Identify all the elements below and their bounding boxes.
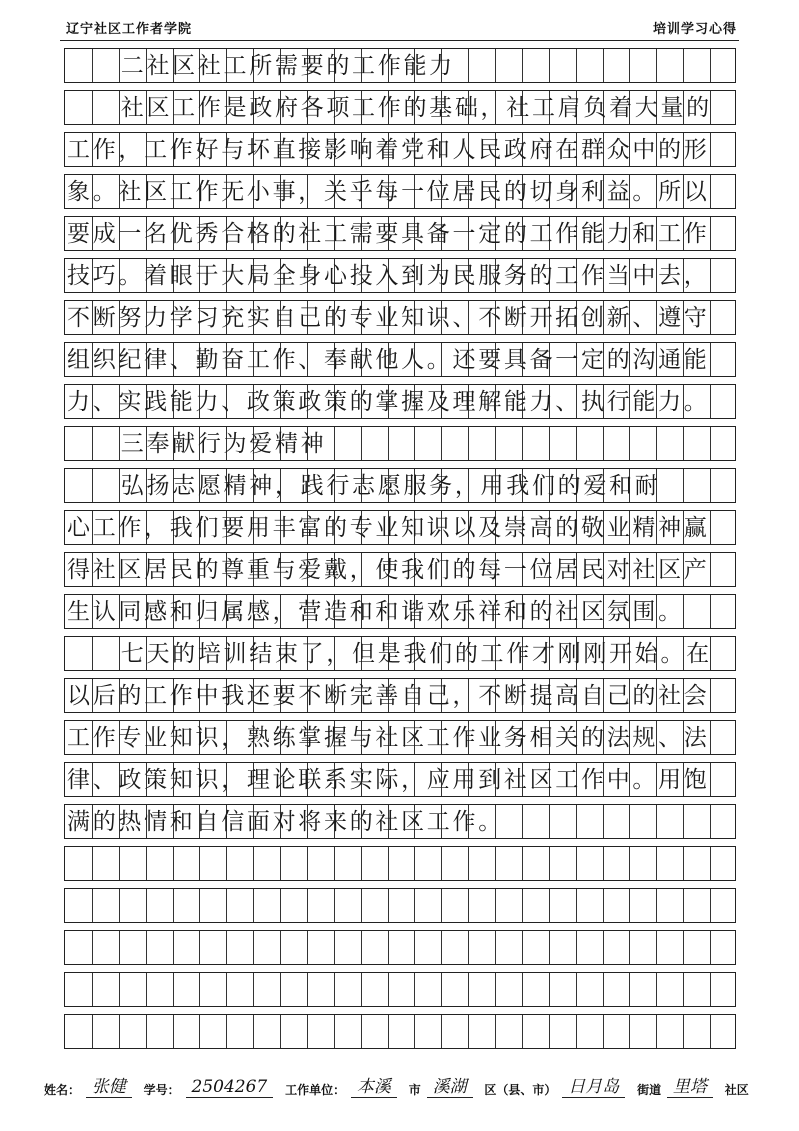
- grid-cell-divider: [146, 931, 147, 964]
- grid-cell-divider: [576, 973, 577, 1006]
- grid-cell-divider: [468, 847, 469, 880]
- grid-cell-divider: [495, 427, 496, 460]
- grid-cell-divider: [683, 1015, 684, 1048]
- grid-cell-divider: [549, 1015, 550, 1048]
- grid-cell-divider: [361, 427, 362, 460]
- grid-cell-divider: [361, 973, 362, 1006]
- grid-cell-divider: [119, 637, 120, 670]
- grid-cell-divider: [710, 217, 711, 250]
- grid-cell-divider: [576, 1015, 577, 1048]
- grid-cell-divider: [92, 889, 93, 922]
- essay-line: 弘扬志愿精神，践行志愿服务，用我们的爱和耐: [120, 473, 661, 499]
- essay-line: 三奉献行为爱精神: [120, 431, 327, 457]
- footer-info: [44, 1072, 751, 1098]
- grid-cell-divider: [468, 1015, 469, 1048]
- student-id-label: 学号：: [143, 1083, 180, 1097]
- grid-row: [64, 342, 736, 377]
- grid-cell-divider: [307, 931, 308, 964]
- grid-cell-divider: [253, 1015, 254, 1048]
- community-value: 里塔: [667, 1072, 713, 1098]
- grid-cell-divider: [307, 889, 308, 922]
- grid-cell-divider: [522, 805, 523, 838]
- grid-cell-divider: [226, 1015, 227, 1048]
- grid-cell-divider: [226, 973, 227, 1006]
- header-divider: [60, 40, 739, 41]
- grid-cell-divider: [629, 889, 630, 922]
- grid-cell-divider: [199, 889, 200, 922]
- essay-line: 得社区居民的尊重与爱戴，使我们的每一位居民对社区产: [67, 557, 710, 583]
- grid-cell-divider: [522, 973, 523, 1006]
- grid-cell-divider: [334, 931, 335, 964]
- grid-cell-divider: [468, 49, 469, 82]
- grid-cell-divider: [253, 847, 254, 880]
- grid-row: [64, 636, 736, 671]
- grid-cell-divider: [629, 931, 630, 964]
- grid-cell-divider: [710, 511, 711, 544]
- essay-line: 社区工作是政府各项工作的基础，社工肩负着大量的: [120, 95, 712, 121]
- essay-line: 技巧。着眼于大局全身心投入到为民服务的工作当中去，: [67, 263, 710, 289]
- grid-cell-divider: [710, 553, 711, 586]
- grid-cell-divider: [361, 889, 362, 922]
- grid-cell-divider: [603, 973, 604, 1006]
- essay-line: 二社区社工所需要的工作能力: [120, 53, 455, 79]
- essay-line: 生认同感和归属感，营造和和谐欢乐祥和的社区氛围。: [67, 599, 684, 625]
- grid-cell-divider: [119, 1015, 120, 1048]
- grid-cell-divider: [656, 427, 657, 460]
- grid-cell-divider: [710, 301, 711, 334]
- grid-cell-divider: [656, 973, 657, 1006]
- grid-cell-divider: [119, 847, 120, 880]
- grid-cell-divider: [173, 889, 174, 922]
- grid-row: [64, 384, 736, 419]
- essay-line: 象。社区工作无小事，关乎每一位居民的切身利益。所以: [67, 179, 710, 205]
- grid-cell-divider: [549, 805, 550, 838]
- grid-cell-divider: [522, 427, 523, 460]
- essay-line: 律、政策知识，理论联系实际，应用到社区工作中。用饱: [67, 767, 710, 793]
- grid-cell-divider: [307, 847, 308, 880]
- grid-cell-divider: [119, 889, 120, 922]
- grid-cell-divider: [441, 1015, 442, 1048]
- grid-cell-divider: [92, 49, 93, 82]
- grid-cell-divider: [253, 889, 254, 922]
- grid-cell-divider: [495, 931, 496, 964]
- grid-row: [64, 804, 736, 839]
- grid-cell-divider: [710, 679, 711, 712]
- grid-row: [64, 888, 736, 923]
- grid-cell-divider: [683, 427, 684, 460]
- writing-grid: [64, 48, 736, 1056]
- grid-cell-divider: [603, 931, 604, 964]
- grid-cell-divider: [92, 469, 93, 502]
- grid-cell-divider: [92, 973, 93, 1006]
- grid-cell-divider: [683, 49, 684, 82]
- grid-cell-divider: [495, 973, 496, 1006]
- grid-cell-divider: [656, 805, 657, 838]
- grid-cell-divider: [199, 1015, 200, 1048]
- grid-cell-divider: [146, 973, 147, 1006]
- essay-line: 工作专业知识，熟练掌握与社区工作业务相关的法规、法: [67, 725, 710, 751]
- grid-cell-divider: [92, 847, 93, 880]
- city-suffix: 市: [408, 1083, 421, 1097]
- grid-cell-divider: [199, 931, 200, 964]
- grid-row: [64, 552, 736, 587]
- grid-cell-divider: [226, 889, 227, 922]
- essay-line: 以后的工作中我还要不断完善自己，不断提高自己的社会: [67, 683, 710, 709]
- grid-cell-divider: [253, 973, 254, 1006]
- grid-row: [64, 1014, 736, 1049]
- grid-cell-divider: [307, 973, 308, 1006]
- grid-cell-divider: [361, 847, 362, 880]
- grid-cell-divider: [710, 1015, 711, 1048]
- grid-cell-divider: [495, 49, 496, 82]
- grid-cell-divider: [92, 637, 93, 670]
- grid-cell-divider: [710, 721, 711, 754]
- grid-cell-divider: [576, 931, 577, 964]
- grid-cell-divider: [549, 973, 550, 1006]
- grid-cell-divider: [173, 973, 174, 1006]
- grid-cell-divider: [307, 1015, 308, 1048]
- grid-cell-divider: [495, 889, 496, 922]
- grid-row: [64, 174, 736, 209]
- grid-cell-divider: [603, 49, 604, 82]
- grid-cell-divider: [656, 847, 657, 880]
- grid-cell-divider: [119, 427, 120, 460]
- grid-cell-divider: [710, 133, 711, 166]
- grid-cell-divider: [576, 847, 577, 880]
- district-value: 溪湖: [427, 1072, 473, 1098]
- grid-cell-divider: [629, 847, 630, 880]
- grid-cell-divider: [441, 931, 442, 964]
- grid-cell-divider: [683, 931, 684, 964]
- grid-cell-divider: [388, 889, 389, 922]
- grid-row: [64, 300, 736, 335]
- grid-cell-divider: [710, 931, 711, 964]
- grid-cell-divider: [414, 427, 415, 460]
- grid-row: [64, 132, 736, 167]
- essay-line: 要成一名优秀合格的社工需要具备一定的工作能力和工作: [67, 221, 710, 247]
- grid-cell-divider: [710, 385, 711, 418]
- grid-cell-divider: [414, 1015, 415, 1048]
- work-unit-label: 工作单位：: [285, 1083, 346, 1097]
- grid-cell-divider: [710, 49, 711, 82]
- grid-cell-divider: [334, 889, 335, 922]
- grid-cell-divider: [388, 427, 389, 460]
- grid-row: [64, 426, 736, 461]
- grid-cell-divider: [549, 931, 550, 964]
- grid-row: [64, 594, 736, 629]
- grid-cell-divider: [146, 1015, 147, 1048]
- grid-row: [64, 972, 736, 1007]
- grid-cell-divider: [414, 931, 415, 964]
- grid-row: [64, 678, 736, 713]
- essay-line: 不断努力学习充实自己的专业知识、不断开拓创新、遵守: [67, 305, 710, 331]
- grid-cell-divider: [414, 889, 415, 922]
- grid-cell-divider: [522, 49, 523, 82]
- grid-cell-divider: [334, 1015, 335, 1048]
- grid-cell-divider: [629, 973, 630, 1006]
- essay-line: 工作，工作好与坏直接影响着党和人民政府在群众中的形: [67, 137, 710, 163]
- grid-cell-divider: [441, 973, 442, 1006]
- grid-cell-divider: [710, 595, 711, 628]
- grid-row: [64, 930, 736, 965]
- document-type: 培训学习心得: [652, 22, 737, 37]
- grid-cell-divider: [495, 847, 496, 880]
- grid-cell-divider: [603, 889, 604, 922]
- grid-cell-divider: [468, 427, 469, 460]
- essay-line: 组织纪律、勤奋工作、奉献他人。还要具备一定的沟通能: [67, 347, 710, 373]
- name-label: 姓名：: [44, 1083, 81, 1097]
- grid-cell-divider: [683, 805, 684, 838]
- grid-cell-divider: [710, 973, 711, 1006]
- grid-cell-divider: [522, 847, 523, 880]
- grid-cell-divider: [119, 49, 120, 82]
- grid-cell-divider: [119, 91, 120, 124]
- grid-cell-divider: [522, 1015, 523, 1048]
- grid-cell-divider: [629, 427, 630, 460]
- grid-row: [64, 258, 736, 293]
- grid-cell-divider: [361, 931, 362, 964]
- grid-cell-divider: [710, 343, 711, 376]
- grid-cell-divider: [388, 931, 389, 964]
- grid-cell-divider: [549, 427, 550, 460]
- essay-line: 七天的培训结束了，但是我们的工作才刚刚开始。在: [120, 641, 712, 667]
- grid-cell-divider: [656, 1015, 657, 1048]
- grid-cell-divider: [710, 427, 711, 460]
- grid-cell-divider: [146, 847, 147, 880]
- street-value: 日月岛: [562, 1072, 625, 1098]
- grid-cell-divider: [522, 931, 523, 964]
- grid-cell-divider: [576, 889, 577, 922]
- grid-cell-divider: [334, 427, 335, 460]
- grid-cell-divider: [146, 889, 147, 922]
- grid-row: [64, 468, 736, 503]
- grid-cell-divider: [683, 847, 684, 880]
- grid-cell-divider: [710, 889, 711, 922]
- grid-row: [64, 846, 736, 881]
- grid-cell-divider: [576, 805, 577, 838]
- student-id-value: 2504267: [186, 1077, 274, 1098]
- grid-cell-divider: [119, 973, 120, 1006]
- grid-cell-divider: [388, 973, 389, 1006]
- grid-cell-divider: [334, 973, 335, 1006]
- grid-row: [64, 48, 736, 83]
- grid-cell-divider: [710, 259, 711, 292]
- grid-cell-divider: [495, 1015, 496, 1048]
- grid-cell-divider: [334, 847, 335, 880]
- grid-cell-divider: [441, 427, 442, 460]
- grid-cell-divider: [549, 889, 550, 922]
- grid-cell-divider: [683, 469, 684, 502]
- grid-cell-divider: [576, 49, 577, 82]
- institution-name: 辽宁社区工作者学院: [66, 22, 193, 37]
- grid-cell-divider: [656, 931, 657, 964]
- grid-cell-divider: [280, 889, 281, 922]
- district-suffix: 区（县、市）: [484, 1083, 557, 1097]
- grid-cell-divider: [199, 973, 200, 1006]
- essay-line: 力、实践能力、政策政策的掌握及理解能力、执行能力。: [67, 389, 710, 415]
- essay-line: 心工作，我们要用丰富的专业知识以及崇高的敬业精神赢: [67, 515, 710, 541]
- grid-cell-divider: [280, 847, 281, 880]
- grid-cell-divider: [361, 1015, 362, 1048]
- grid-cell-divider: [92, 1015, 93, 1048]
- grid-cell-divider: [710, 805, 711, 838]
- grid-cell-divider: [468, 889, 469, 922]
- grid-cell-divider: [468, 973, 469, 1006]
- grid-cell-divider: [710, 763, 711, 796]
- grid-row: [64, 720, 736, 755]
- community-suffix: 社区: [724, 1083, 749, 1097]
- grid-cell-divider: [92, 427, 93, 460]
- grid-cell-divider: [603, 847, 604, 880]
- city-value: 本溪: [351, 1072, 397, 1098]
- grid-cell-divider: [226, 847, 227, 880]
- grid-cell-divider: [710, 469, 711, 502]
- grid-cell-divider: [710, 847, 711, 880]
- grid-cell-divider: [549, 49, 550, 82]
- grid-cell-divider: [576, 427, 577, 460]
- grid-cell-divider: [414, 973, 415, 1006]
- grid-cell-divider: [173, 931, 174, 964]
- grid-cell-divider: [522, 889, 523, 922]
- grid-cell-divider: [280, 973, 281, 1006]
- grid-cell-divider: [119, 469, 120, 502]
- grid-cell-divider: [603, 1015, 604, 1048]
- grid-row: [64, 216, 736, 251]
- street-suffix: 街道: [637, 1083, 662, 1097]
- grid-cell-divider: [603, 805, 604, 838]
- grid-cell-divider: [280, 931, 281, 964]
- grid-row: [64, 762, 736, 797]
- essay-line: 满的热情和自信面对将来的社区工作。: [67, 809, 504, 835]
- grid-cell-divider: [710, 175, 711, 208]
- grid-cell-divider: [683, 889, 684, 922]
- grid-cell-divider: [253, 931, 254, 964]
- grid-cell-divider: [199, 847, 200, 880]
- grid-cell-divider: [683, 973, 684, 1006]
- grid-cell-divider: [280, 1015, 281, 1048]
- grid-cell-divider: [468, 931, 469, 964]
- grid-cell-divider: [388, 847, 389, 880]
- grid-cell-divider: [119, 931, 120, 964]
- grid-cell-divider: [92, 91, 93, 124]
- grid-cell-divider: [173, 847, 174, 880]
- grid-cell-divider: [629, 1015, 630, 1048]
- grid-cell-divider: [414, 847, 415, 880]
- grid-row: [64, 510, 736, 545]
- grid-row: [64, 90, 736, 125]
- grid-cell-divider: [603, 427, 604, 460]
- grid-cell-divider: [656, 49, 657, 82]
- grid-cell-divider: [92, 931, 93, 964]
- grid-cell-divider: [656, 889, 657, 922]
- grid-cell-divider: [629, 49, 630, 82]
- grid-cell-divider: [629, 805, 630, 838]
- grid-cell-divider: [441, 847, 442, 880]
- grid-cell-divider: [441, 889, 442, 922]
- grid-cell-divider: [226, 931, 227, 964]
- grid-cell-divider: [173, 1015, 174, 1048]
- grid-cell-divider: [388, 1015, 389, 1048]
- grid-cell-divider: [549, 847, 550, 880]
- name-value: 张健: [86, 1072, 132, 1098]
